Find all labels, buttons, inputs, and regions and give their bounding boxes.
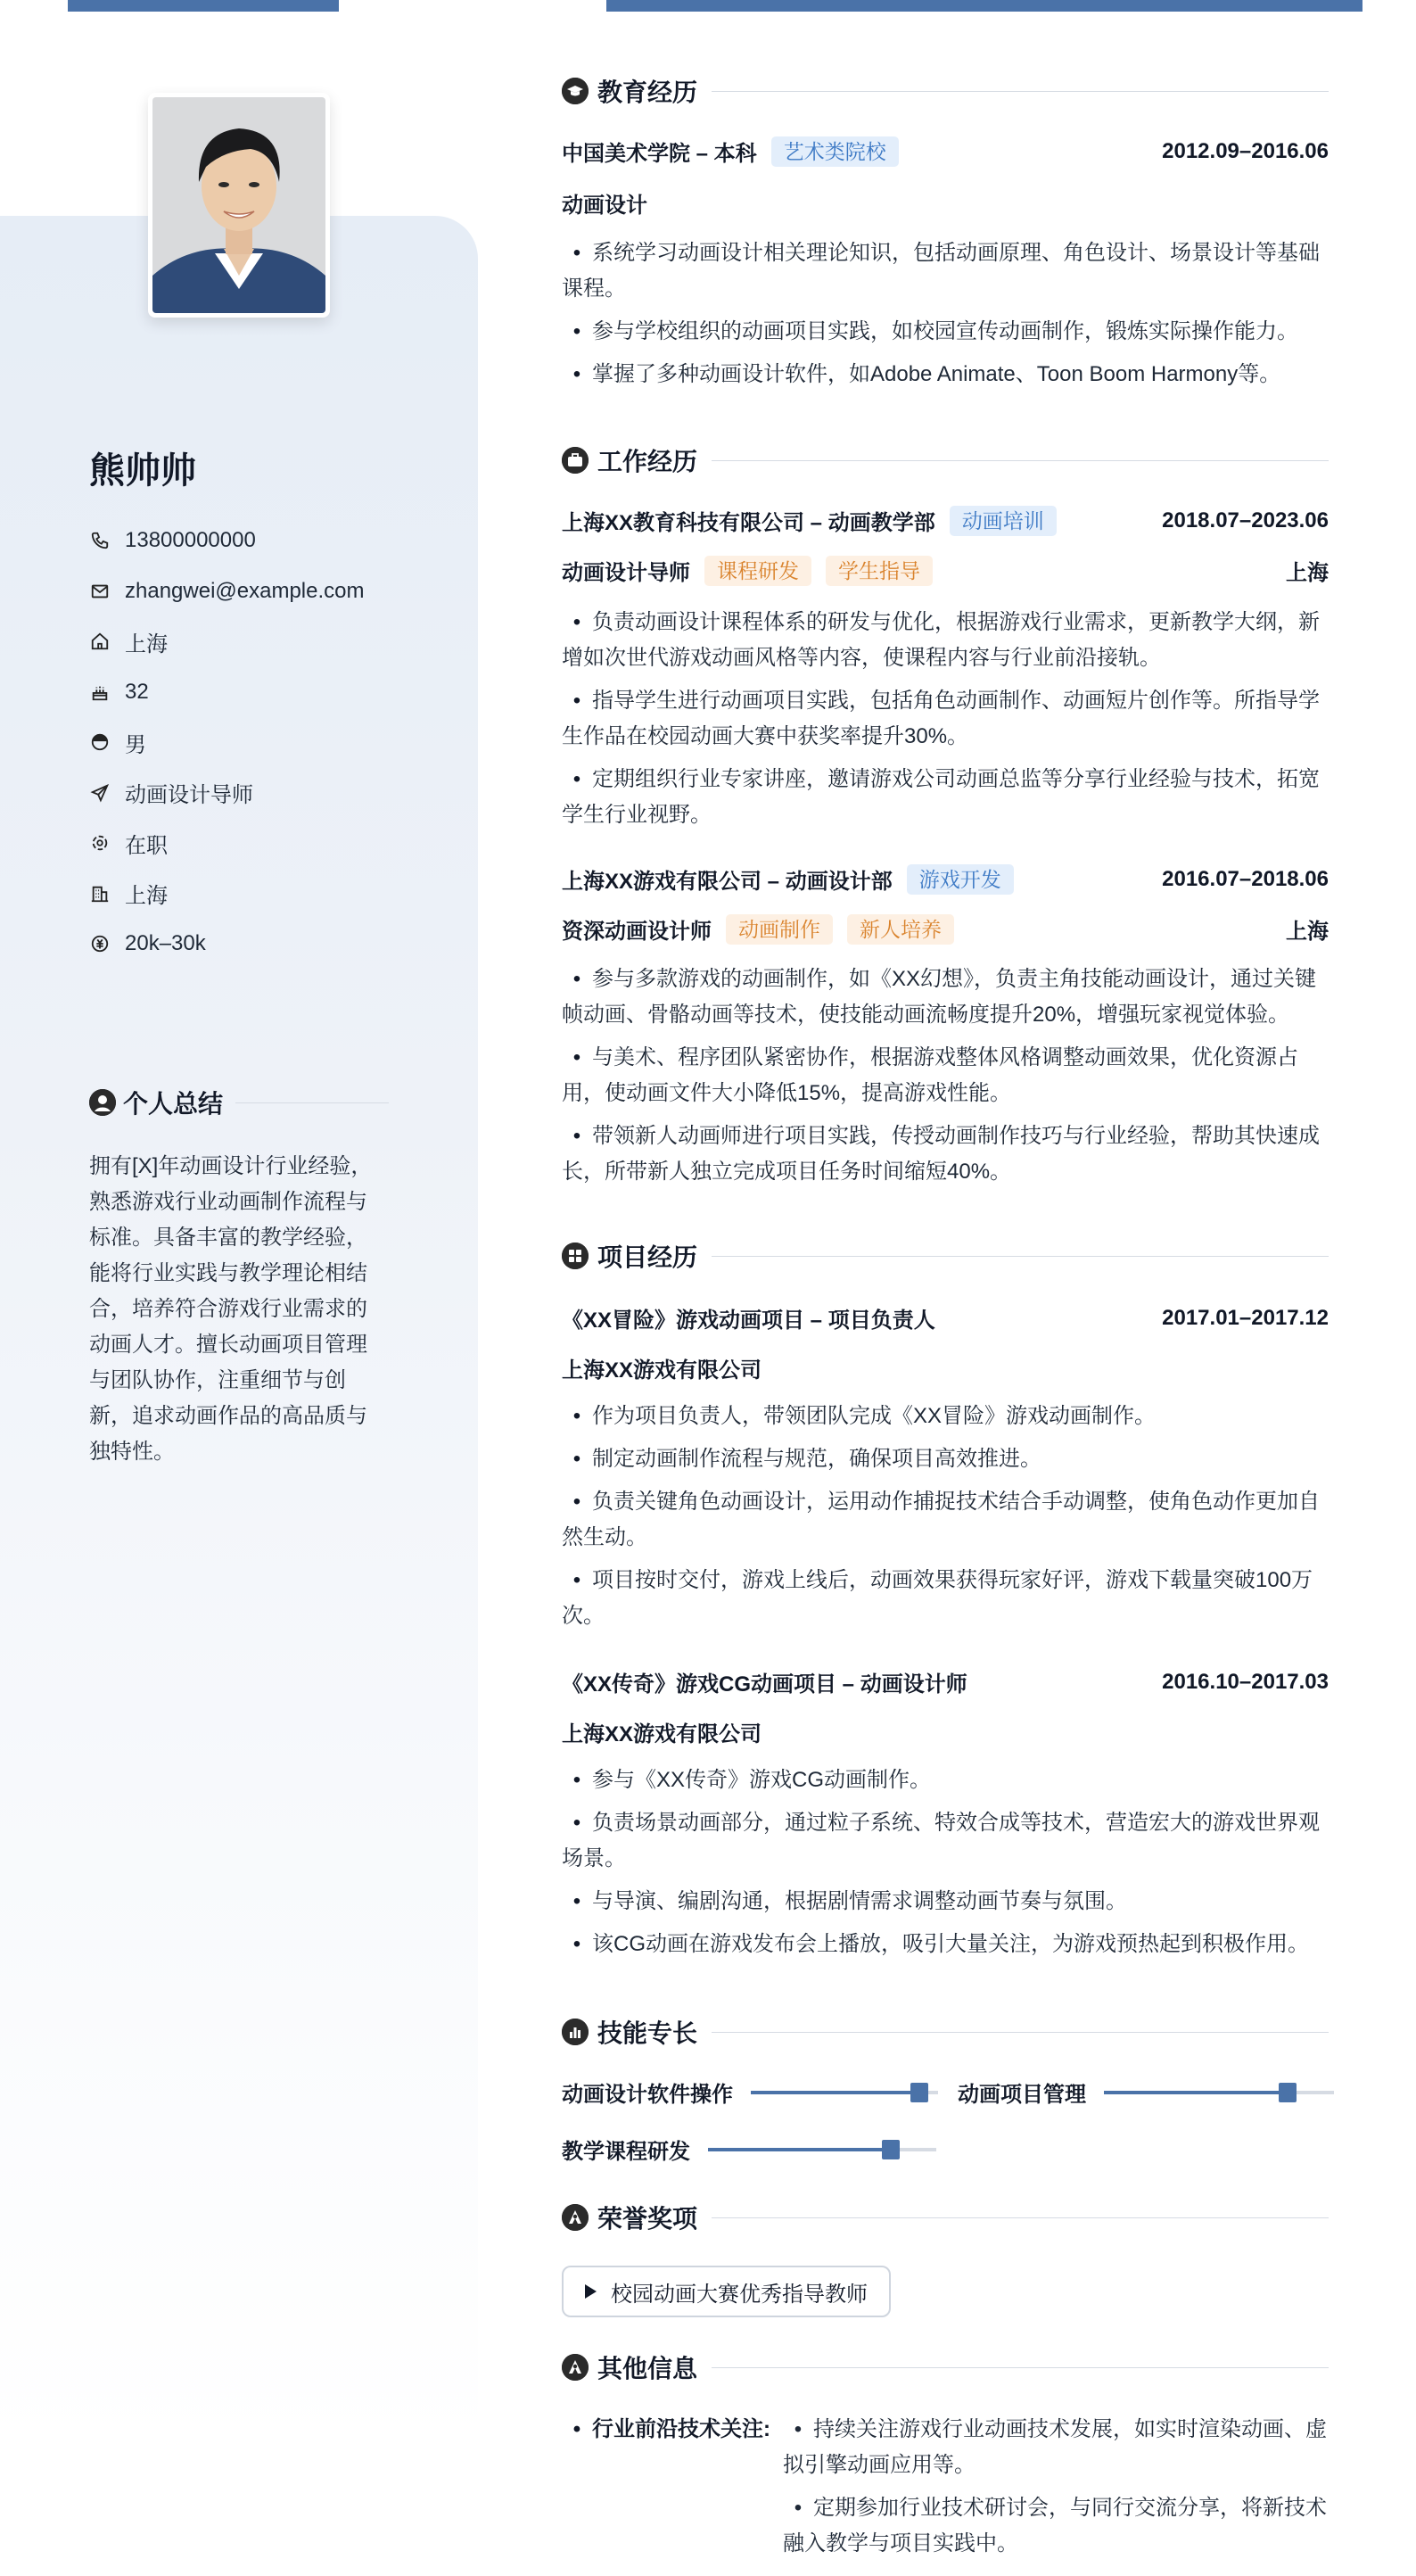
divider	[235, 1102, 389, 1103]
job-role: 动画设计导师	[562, 561, 690, 585]
project-bullets	[562, 1763, 1329, 1969]
list-item: • 指导学生进行动画项目实践，包括角色动画制作、动画短片创作等。所指导学生作品在校园动画大赛中获奖率提升30%。	[562, 683, 1329, 755]
job-bullets	[562, 962, 1329, 1197]
project-name: 《XX传奇》游戏CG动画项目 – 动画设计师	[562, 1672, 967, 1697]
list-item: • 参与多款游戏的动画制作，如《XX幻想》，负责主角技能动画设计，通过关键帧动画、骨骼动画等技术，使技能动画流畅度提升20%，增强玩家视觉体验。	[562, 962, 1329, 1033]
list-item: • 作为项目负责人，带领团队完成《XX冒险》游戏动画制作。	[562, 1399, 1329, 1434]
skill-fill	[1104, 2091, 1288, 2094]
divider	[712, 91, 1329, 92]
info-text: 32	[125, 679, 149, 704]
other-key: • 行业前沿技术关注:	[562, 2412, 770, 2569]
info-phone	[89, 516, 365, 566]
list-item: • 与导演、编剧沟通，根据剧情需求调整动画节奏与氛围。	[562, 1884, 1329, 1920]
skill-track	[708, 2148, 936, 2151]
list-item: • 负责关键角色动画设计，运用动作捕捉技术结合手动调整，使角色动作更加自然生动。	[562, 1484, 1329, 1556]
skill-track	[751, 2091, 938, 2094]
phone-icon	[89, 530, 111, 551]
salary-icon	[89, 933, 111, 954]
divider	[712, 2217, 1329, 2218]
play-icon	[585, 2284, 597, 2299]
home-icon	[89, 631, 111, 652]
job-role-row	[562, 555, 1329, 586]
user-icon	[89, 1089, 116, 1116]
info-email	[89, 566, 365, 617]
education-date: 2012.09–2016.06	[1162, 138, 1329, 163]
profile-name: 熊帅帅	[89, 451, 196, 491]
education-header-row	[562, 136, 1329, 167]
job-role-row	[562, 913, 1329, 945]
project-company-row	[562, 1352, 1329, 1383]
project-company-row	[562, 1716, 1329, 1747]
job-city: 上海	[1286, 561, 1329, 585]
grid-icon	[562, 1243, 589, 1269]
summary-title: 个人总结	[123, 1090, 224, 1118]
mail-icon	[89, 581, 111, 602]
skill-item	[562, 2134, 936, 2165]
contact-info-list	[89, 516, 365, 970]
job-bullets	[562, 605, 1329, 840]
skills-heading	[562, 2014, 1329, 2050]
info-text: zhangwei@example.com	[125, 578, 365, 603]
company-tag: 游戏开发	[907, 864, 1014, 895]
info-status	[89, 818, 365, 869]
info-position	[89, 768, 365, 819]
info-gender	[89, 717, 365, 768]
list-item: • 制定动画制作流程与规范，确保项目高效推进。	[562, 1441, 1329, 1477]
building-icon	[89, 883, 111, 904]
info-text: 动画设计导师	[125, 783, 253, 808]
company-name: 上海XX游戏有限公司 – 动画设计部	[562, 870, 893, 894]
list-item: • 系统学习动画设计相关理论知识，包括动画原理、角色设计、场景设计等基础课程。	[562, 235, 1329, 307]
list-item: • 项目按时交付，游戏上线后，动画效果获得玩家好评，游戏下载量突破100万次。	[562, 1563, 1329, 1634]
honors-heading	[562, 2200, 1329, 2235]
skill-knob	[1279, 2083, 1297, 2102]
skill-knob	[882, 2140, 900, 2159]
info-text: 20k–30k	[125, 931, 206, 956]
list-item: • 掌握了多种动画设计软件，如Adobe Animate、Toon Boom Harmony等。	[562, 357, 1329, 392]
job-role: 资深动画设计师	[562, 920, 712, 944]
graduation-cap-icon	[562, 78, 589, 104]
top-accent-bar-left	[68, 0, 339, 12]
project-header-row	[562, 1666, 1329, 1697]
work-title: 工作经历	[597, 448, 698, 475]
role-tag: 学生指导	[826, 556, 933, 586]
send-icon	[89, 782, 111, 804]
project-header-row	[562, 1302, 1329, 1333]
honor-label: 校园动画大赛优秀指导教师	[611, 2282, 868, 2307]
bar-chart-icon	[562, 2019, 589, 2045]
other-title: 其他信息	[597, 2355, 698, 2382]
list-item: • 带领新人动画师进行项目实践，传授动画制作技巧与行业经验，帮助其快速成长，所带新人独立完成项目任务时间缩短40%。	[562, 1119, 1329, 1190]
education-heading	[562, 73, 1329, 109]
list-item: • 与美术、程序团队紧密协作，根据游戏整体风格调整动画效果，优化资源占用，使动画文件大小降低15%，提高游戏性能。	[562, 1040, 1329, 1111]
info-age	[89, 667, 365, 718]
briefcase-icon	[562, 447, 589, 474]
award-icon	[562, 2204, 589, 2231]
skill-item	[562, 2076, 938, 2108]
info-text: 上海	[125, 632, 168, 656]
project-company: 上海XX游戏有限公司	[562, 1358, 762, 1383]
info-text: 13800000000	[125, 528, 256, 553]
honor-item	[562, 2266, 891, 2317]
projects-heading	[562, 1238, 1329, 1274]
education-major-row	[562, 187, 1329, 219]
skill-label: 动画项目管理	[958, 2083, 1086, 2107]
role-tag: 动画制作	[726, 914, 833, 945]
school-name: 中国美术学院 – 本科	[562, 142, 757, 166]
list-item: • 负责动画设计课程体系的研发与优化，根据游戏行业需求，更新教学大纲，新增如次世代游戏动画风格等内容，使课程内容与行业前沿接轨。	[562, 605, 1329, 676]
company-tag: 动画培训	[950, 506, 1057, 536]
job-date: 2016.07–2018.06	[1162, 866, 1329, 891]
job-header-row	[562, 863, 1329, 895]
divider	[712, 2367, 1329, 2368]
list-item: • 负责场景动画部分，通过粒子系统、特效合成等技术，营造宏大的游戏世界观场景。	[562, 1805, 1329, 1877]
info-location	[89, 616, 365, 667]
info-text: 上海	[125, 884, 168, 909]
job-header-row	[562, 505, 1329, 536]
skills-title: 技能专长	[597, 2019, 698, 2047]
project-name: 《XX冒险》游戏动画项目 – 项目负责人	[562, 1309, 935, 1333]
skill-item	[958, 2076, 1334, 2108]
list-item: • 定期参加行业技术研讨会，与同行交流分享，将新技术融入教学与项目实践中。	[783, 2490, 1329, 2562]
info-text: 在职	[125, 833, 168, 858]
top-accent-bar-right	[606, 0, 1362, 12]
skill-knob	[910, 2083, 928, 2102]
school-tag: 艺术类院校	[771, 136, 899, 167]
job-date: 2018.07–2023.06	[1162, 508, 1329, 533]
skill-fill	[708, 2148, 891, 2151]
company-name: 上海XX教育科技有限公司 – 动画教学部	[562, 511, 935, 535]
project-company: 上海XX游戏有限公司	[562, 1722, 762, 1746]
honors-title: 荣誉奖项	[597, 2205, 698, 2233]
divider	[712, 2032, 1329, 2033]
info-text: 男	[125, 732, 146, 757]
info-city	[89, 869, 365, 920]
status-icon	[89, 832, 111, 854]
list-item: • 参与《XX传奇》游戏CG动画制作。	[562, 1763, 1329, 1798]
skill-track	[1104, 2091, 1334, 2094]
profile-photo	[148, 93, 330, 318]
major-name: 动画设计	[562, 194, 647, 218]
skill-fill	[751, 2091, 919, 2094]
other-bullets	[783, 2412, 1329, 2569]
summary-heading	[89, 1085, 389, 1120]
other-heading	[562, 2349, 1329, 2385]
cake-icon	[89, 681, 111, 703]
list-item: • 参与学校组织的动画项目实践，如校园宣传动画制作，锻炼实际操作能力。	[562, 314, 1329, 350]
work-heading	[562, 442, 1329, 478]
divider	[712, 1256, 1329, 1257]
other-info	[562, 2412, 1329, 2569]
info-salary	[89, 919, 365, 970]
divider	[712, 460, 1329, 461]
list-item: • 持续关注游戏行业动画技术发展，如实时渲染动画、虚拟引擎动画应用等。	[783, 2412, 1329, 2483]
projects-title: 项目经历	[597, 1243, 698, 1271]
project-bullets	[562, 1399, 1329, 1641]
skill-label: 教学课程研发	[562, 2140, 690, 2164]
list-item: • 定期组织行业专家讲座，邀请游戏公司动画总监等分享行业经验与技术，拓宽学生行业视野。	[562, 762, 1329, 833]
education-title: 教育经历	[597, 78, 698, 106]
project-date: 2016.10–2017.03	[1162, 1669, 1329, 1694]
education-bullets	[562, 235, 1329, 400]
gender-icon	[89, 731, 111, 753]
project-date: 2017.01–2017.12	[1162, 1305, 1329, 1330]
info-icon	[562, 2354, 589, 2381]
role-tag: 课程研发	[704, 556, 811, 586]
role-tag: 新人培养	[847, 914, 954, 945]
summary-text: 拥有[X]年动画设计行业经验，熟悉游戏行业动画制作流程与标准。具备丰富的教学经验，能将行业实践与教学理论相结合，培养符合游戏行业需求的动画人才。擅长动画项目管理与团队协作，注重细节与创新，追求动画作品的高品质与独特性。	[89, 1154, 373, 1464]
list-item: • 该CG动画在游戏发布会上播放，吸引大量关注，为游戏预热起到积极作用。	[562, 1927, 1329, 1962]
job-city: 上海	[1286, 920, 1329, 944]
skill-label: 动画设计软件操作	[562, 2083, 733, 2107]
